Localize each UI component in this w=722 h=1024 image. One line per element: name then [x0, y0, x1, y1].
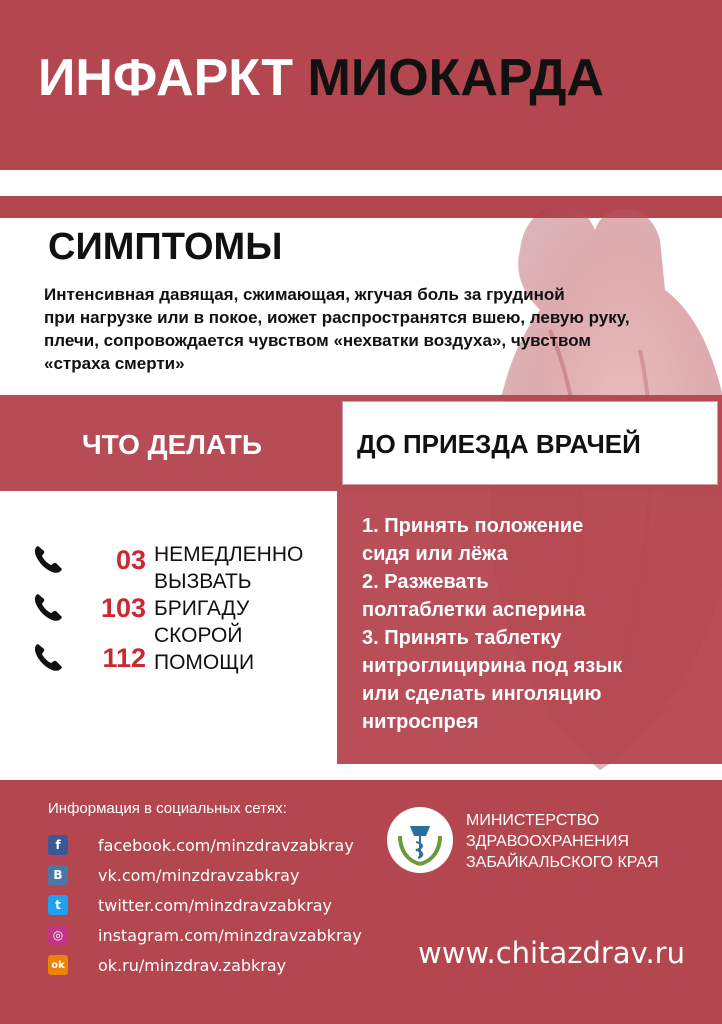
- ministry-line: МИНИСТЕРСТВО: [466, 812, 600, 829]
- step-line: нитроглицирина под язык: [362, 655, 623, 677]
- before-doctors-heading: ДО ПРИЕЗДА ВРАЧЕЙ: [357, 429, 641, 459]
- call-line: СКОРОЙ: [154, 624, 243, 647]
- social-link[interactable]: ok.ru/minzdrav.zabkray: [98, 955, 287, 975]
- social-list: [48, 832, 362, 978]
- step-line: сидя или лёжа: [362, 543, 508, 565]
- what-to-do-heading: ЧТО ДЕЛАТЬ: [82, 429, 262, 460]
- symptoms-line: при нагрузке или в покое, иожет распространятся вшею, левую руку,: [44, 308, 630, 327]
- symptoms-line: «страха смерти»: [44, 354, 185, 373]
- symptoms-heading: СИМПТОМЫ: [48, 226, 283, 268]
- step-line: 2. Разжевать: [362, 571, 489, 593]
- social-link[interactable]: twitter.com/minzdravzabkray: [98, 895, 333, 915]
- call-line: НЕМЕДЛЕННО: [154, 543, 304, 566]
- facebook-icon: f: [48, 835, 68, 855]
- phone-icon: [32, 641, 64, 673]
- before-doctors-box: [342, 401, 718, 485]
- instagram-icon: ◎: [48, 925, 68, 945]
- odnoklassniki-icon: ok: [48, 955, 68, 975]
- ministry-name: [466, 810, 659, 873]
- title-part-2: МИОКАРДА: [307, 49, 604, 107]
- social-item-vk[interactable]: [48, 862, 362, 888]
- social-item-odnoklassniki[interactable]: [48, 952, 362, 978]
- call-line: ВЫЗВАТЬ: [154, 570, 252, 593]
- title-part-1: ИНФАРКТ: [38, 49, 294, 107]
- social-heading: Информация в социальных сетях:: [48, 800, 287, 817]
- ministry-emblem-icon: [386, 806, 454, 874]
- social-link[interactable]: instagram.com/minzdravzabkray: [98, 925, 362, 945]
- call-line: БРИГАДУ: [154, 597, 250, 620]
- symptoms-text: [44, 283, 630, 375]
- ministry-line: ЗАБАЙКАЛЬСКОГО КРАЯ: [466, 854, 659, 871]
- call-ambulance-text: [154, 541, 303, 676]
- page-title: [38, 49, 604, 107]
- social-item-twitter[interactable]: [48, 892, 362, 918]
- phone-number: 03: [115, 545, 146, 575]
- step-line: или сделать инголяцию: [362, 683, 602, 705]
- social-link[interactable]: facebook.com/minzdravzabkray: [98, 835, 354, 855]
- phone-number: 103: [100, 593, 146, 623]
- phone-icon: [32, 543, 64, 575]
- steps-list: [362, 512, 622, 736]
- symptoms-line: Интенсивная давящая, сжимающая, жгучая боль за грудиной: [44, 285, 565, 304]
- step-line: полтаблетки асперина: [362, 599, 586, 621]
- phone-number: 112: [102, 643, 146, 673]
- step-line: 3. Принять таблетку: [362, 627, 562, 649]
- phone-icon: [32, 591, 64, 623]
- call-line: ПОМОЩИ: [154, 651, 255, 674]
- twitter-icon: t: [48, 895, 68, 915]
- step-line: нитроспрея: [362, 711, 479, 733]
- vk-icon: B: [48, 865, 68, 885]
- step-line: 1. Принять положение: [362, 515, 584, 537]
- social-link[interactable]: vk.com/minzdravzabkray: [98, 865, 300, 885]
- ministry-line: ЗДРАВООХРАНЕНИЯ: [466, 833, 629, 850]
- social-item-instagram[interactable]: [48, 922, 362, 948]
- website-link[interactable]: www.chitazdrav.ru: [418, 936, 685, 970]
- symptoms-line: плечи, сопровождается чувством «нехватки воздуха», чувством: [44, 331, 591, 350]
- social-item-facebook[interactable]: [48, 832, 362, 858]
